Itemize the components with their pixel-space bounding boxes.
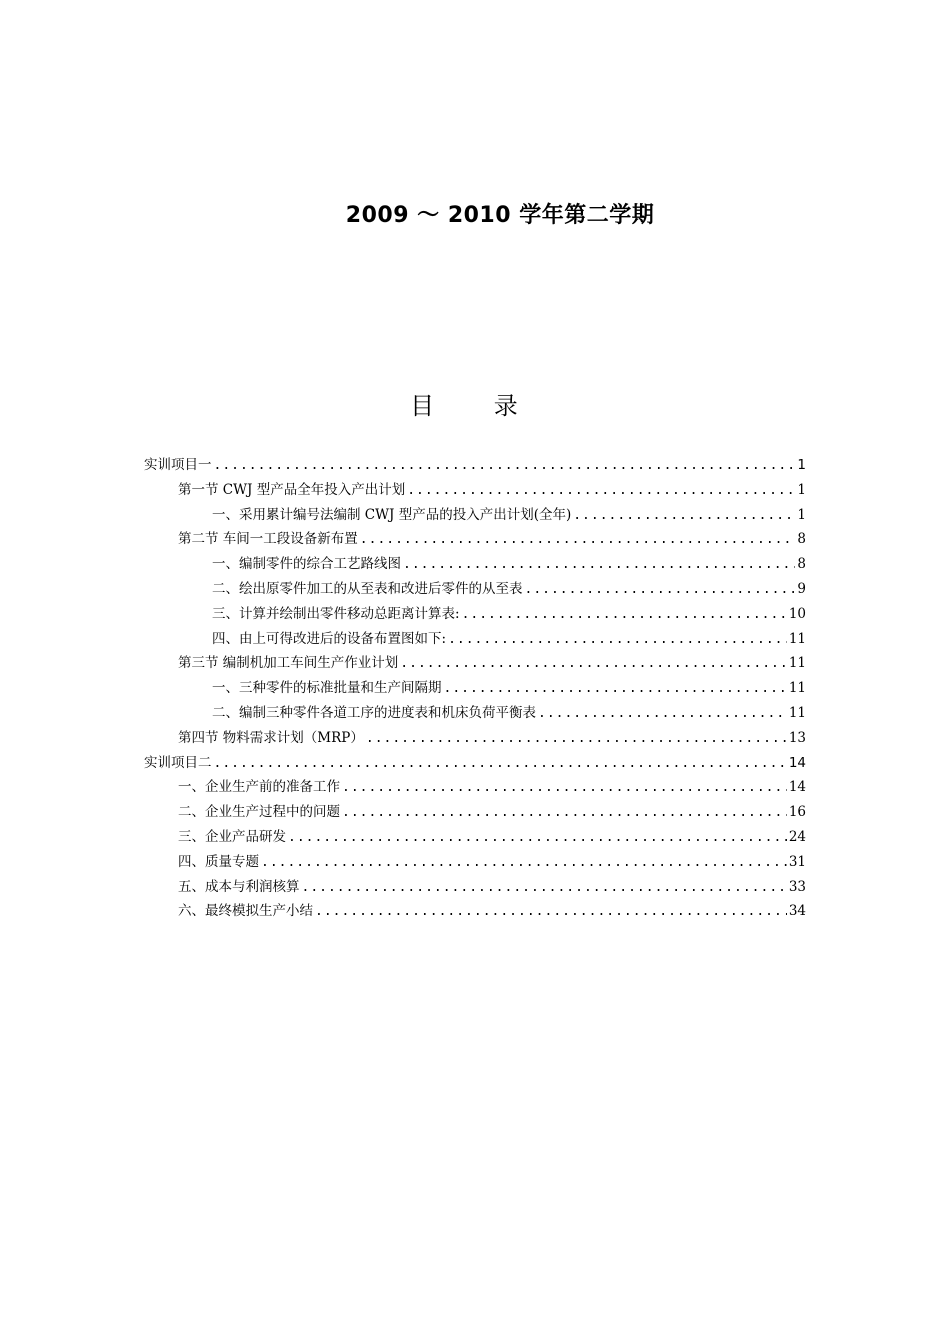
toc-leader-dots — [366, 731, 787, 746]
semester-title: 2009 ～ 2010 学年第二学期 — [345, 203, 655, 228]
toc-entry-label: 一、企业生产前的准备工作 — [178, 779, 340, 796]
toc-entry-label: 二、企业生产过程中的问题 — [178, 804, 340, 821]
toc-entry-page: 8 — [797, 531, 806, 548]
toc-entry-section[interactable] — [144, 825, 806, 850]
toc-entry-label: 二、绘出原零件加工的从至表和改进后零件的从至表 — [212, 580, 523, 597]
toc-entry-page: 16 — [788, 804, 806, 821]
toc-entry-page: 11 — [788, 655, 806, 672]
toc-entry-section-2[interactable] — [144, 527, 806, 552]
toc-entry-subsection[interactable] — [144, 503, 806, 528]
toc-entry-label: 二、编制三种零件各道工序的进度表和机床负荷平衡表 — [212, 704, 536, 721]
toc-leader-dots — [342, 780, 787, 795]
toc-entry-label: 四、由上可得改进后的设备布置图如下: — [212, 630, 447, 647]
toc-entry-page: 31 — [788, 853, 806, 870]
toc-entry-page: 10 — [788, 605, 806, 622]
toc-entry-subsection[interactable] — [144, 602, 806, 627]
toc-entry-section-1[interactable] — [144, 478, 806, 503]
toc-entry-label: 四、质量专题 — [178, 853, 259, 870]
toc-entry-section[interactable] — [144, 875, 806, 900]
toc-entry-page: 1 — [797, 457, 806, 473]
toc-entry-subsection[interactable] — [144, 701, 806, 726]
toc-leader-dots — [315, 904, 787, 919]
toc-entry-project-2[interactable] — [144, 751, 806, 776]
toc-entry-page: 33 — [788, 878, 806, 895]
toc-leader-dots — [214, 458, 796, 473]
toc-heading: 目 录 — [410, 392, 544, 420]
toc-leader-dots — [261, 855, 787, 870]
toc-leader-dots — [342, 805, 787, 820]
toc-entry-page: 11 — [788, 630, 806, 647]
toc-entry-label: 三、计算并绘制出零件移动总距离计算表: — [212, 605, 460, 622]
toc-entry-section[interactable] — [144, 775, 806, 800]
toc-entry-label: 一、编制零件的综合工艺路线图 — [212, 556, 401, 573]
toc-entry-page: 11 — [788, 704, 806, 721]
toc-leader-dots — [462, 607, 787, 622]
table-of-contents — [144, 453, 806, 924]
toc-entry-project-1[interactable] — [144, 453, 806, 478]
toc-entry-page: 11 — [788, 680, 806, 697]
toc-leader-dots — [403, 557, 795, 572]
toc-entry-section[interactable] — [144, 800, 806, 825]
toc-leader-dots — [525, 582, 796, 597]
toc-entry-subsection[interactable] — [144, 577, 806, 602]
toc-entry-label: 五、成本与利润核算 — [178, 878, 300, 895]
toc-entry-label: 第二节 车间一工段设备新布置 — [178, 531, 358, 548]
toc-entry-page: 14 — [788, 779, 806, 796]
toc-entry-label: 一、采用累计编号法编制 CWJ 型产品的投入产出计划(全年) — [212, 506, 572, 523]
toc-entry-label: 第四节 物料需求计划（MRP） — [178, 729, 364, 746]
toc-entry-page: 1 — [797, 506, 806, 523]
toc-entry-page: 34 — [788, 903, 806, 920]
toc-leader-dots — [538, 706, 787, 721]
toc-leader-dots — [573, 508, 795, 523]
toc-entry-page: 24 — [788, 828, 806, 845]
toc-entry-label: 第一节 CWJ 型产品全年投入产出计划 — [178, 481, 406, 498]
toc-entry-section[interactable] — [144, 850, 806, 875]
toc-entry-label: 六、最终模拟生产小结 — [178, 903, 313, 920]
toc-leader-dots — [360, 532, 796, 547]
toc-entry-subsection[interactable] — [144, 627, 806, 652]
toc-entry-label: 第三节 编制机加工车间生产作业计划 — [178, 655, 399, 672]
toc-entry-label: 三、企业产品研发 — [178, 828, 286, 845]
toc-entry-section-3[interactable] — [144, 651, 806, 676]
toc-entry-page: 14 — [788, 754, 806, 771]
toc-entry-section-4[interactable] — [144, 726, 806, 751]
toc-leader-dots — [444, 681, 787, 696]
toc-leader-dots — [407, 483, 795, 498]
toc-leader-dots — [448, 632, 787, 647]
toc-entry-page: 8 — [797, 556, 806, 573]
toc-entry-subsection[interactable] — [144, 552, 806, 577]
toc-entry-section[interactable] — [144, 899, 806, 924]
toc-leader-dots — [302, 880, 787, 895]
toc-leader-dots — [214, 756, 787, 771]
toc-entry-label: 实训项目一 — [144, 457, 212, 473]
toc-entry-page: 13 — [788, 729, 806, 746]
toc-entry-label: 实训项目二 — [144, 754, 212, 771]
toc-entry-subsection[interactable] — [144, 676, 806, 701]
toc-entry-page: 9 — [797, 580, 806, 597]
toc-leader-dots — [400, 656, 787, 671]
toc-leader-dots — [288, 830, 787, 845]
toc-entry-page: 1 — [797, 481, 806, 498]
toc-entry-label: 一、三种零件的标准批量和生产间隔期 — [212, 680, 442, 697]
